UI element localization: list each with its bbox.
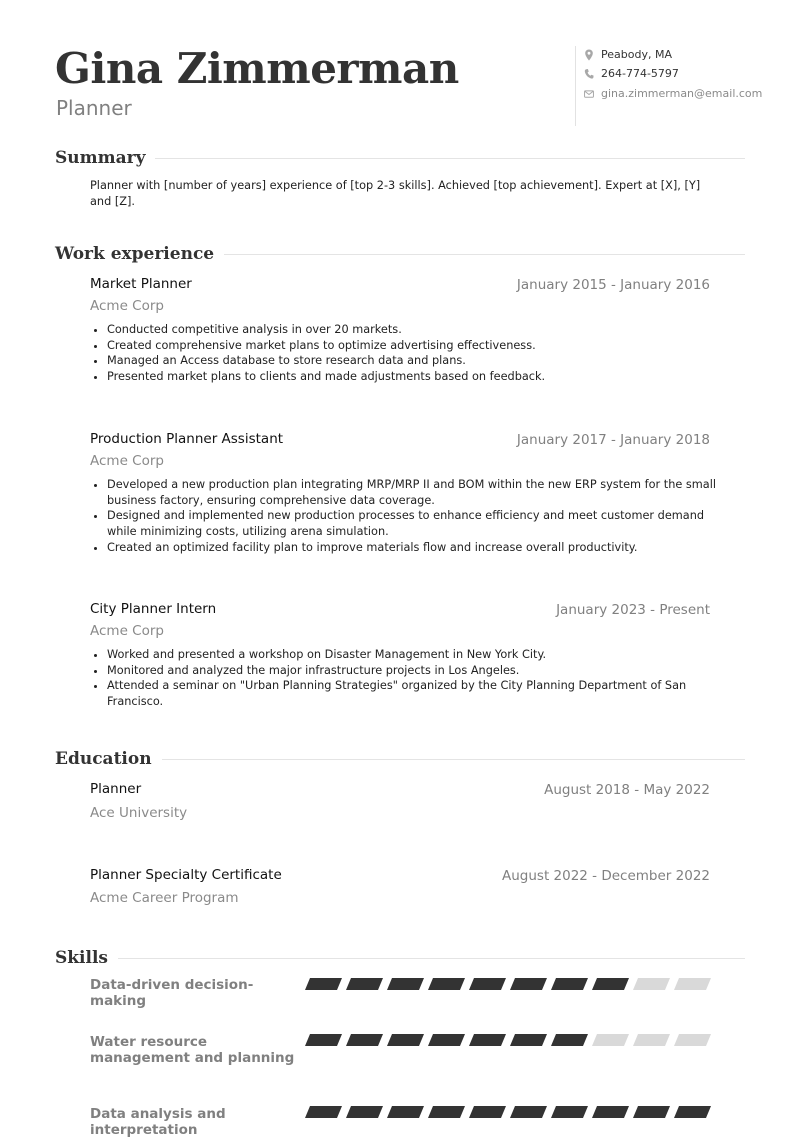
section-rule [224,254,745,255]
candidate-title: Planner [56,96,132,120]
section-heading-skills: Skills [55,948,109,968]
job-dates: January 2017 - January 2018 [516,432,710,448]
job-company: Acme Corp [90,453,164,469]
contact-location [584,47,672,63]
section-work-experience [55,243,745,265]
skill-segment-filled [387,1034,424,1046]
skill-level-bar [305,978,715,990]
job-bullet: • Created an optimized facility plan to improve materials flow and increase overall productivity. [107,540,727,556]
skill-segment-filled [633,1106,670,1118]
job-bullet: • Created comprehensive market plans to optimize advertising effectiveness. [107,338,727,354]
job-bullet: • Conducted competitive analysis in over 20 markets. [107,322,727,338]
location-text: Peabody, MA [601,48,672,61]
skill-name: Water resource management and planning [90,1034,295,1066]
job-bullets [90,647,727,710]
section-rule [162,759,745,760]
job-company: Acme Corp [90,623,164,639]
skill-level-bar [305,1106,715,1118]
skill-segment-filled [551,978,588,990]
skill-segment-filled [469,1034,506,1046]
skill-segment-filled [510,1106,547,1118]
skill-segment-empty [674,1034,711,1046]
job-role: Production Planner Assistant [90,431,284,447]
section-heading-education: Education [55,749,152,769]
skill-segment-filled [551,1034,588,1046]
skill-segment-filled [346,1106,383,1118]
skill-segment-empty [592,1034,629,1046]
job-bullet: • Managed an Access database to store research data and plans. [107,353,727,369]
contact-phone [584,66,679,82]
job-bullet: • Developed a new production plan integrating MRP/MRP II and BOM within the new ERP system for the small business factory, ensuring comprehensive data coverage. [107,477,727,508]
phone-text: 264-774-5797 [601,67,679,80]
skill-segment-filled [428,1034,465,1046]
skill-segment-empty [633,1034,670,1046]
section-heading-summary: Summary [55,148,146,168]
contact-email[interactable] [584,86,762,102]
job-company: Acme Corp [90,298,164,314]
summary-text: Planner with [number of years] experience of [top 2-3 skills]. Achieved [top achievement]. Expert at [X], [Y] and [Z]. [90,179,701,208]
location-pin-icon [584,49,594,61]
section-summary [55,147,745,169]
job-role: City Planner Intern [90,601,217,617]
skill-segment-filled [469,978,506,990]
skill-segment-filled [305,1106,342,1118]
job-bullet: • Presented market plans to clients and made adjustments based on feedback. [107,369,727,385]
skill-segment-filled [592,1106,629,1118]
skill-segment-empty [633,978,670,990]
skill-segment-filled [305,978,342,990]
skill-segment-filled [387,978,424,990]
section-rule [118,958,745,959]
email-link[interactable]: gina.zimmerman@email.com [601,87,763,100]
skill-segment-filled [551,1106,588,1118]
skill-segment-filled [346,1034,383,1046]
phone-icon [584,68,594,80]
education-school: Ace University [90,805,188,821]
skill-segment-filled [469,1106,506,1118]
skill-level-bar [305,1034,715,1046]
skill-name: Data-driven decision-making [90,977,254,1009]
job-dates: January 2015 - January 2016 [516,277,710,293]
skill-name: Data analysis and interpretation [90,1106,226,1138]
job-bullet: • Monitored and analyzed the major infrastructure projects in Los Angeles. [107,663,727,679]
education-school: Acme Career Program [90,890,239,906]
education-dates: August 2018 - May 2022 [544,782,710,798]
job-bullet: • Attended a seminar on "Urban Planning Strategies" organized by the City Planning Department of San Francisco. [107,678,727,709]
skill-segment-filled [674,1106,711,1118]
job-bullets [90,477,727,556]
job-bullet: • Designed and implemented new production processes to enhance efficiency and meet customer demand while minimizing costs, utilizing arena simulation. [107,508,727,539]
job-bullet: • Worked and presented a workshop on Disaster Management in New York City. [107,647,727,663]
skill-segment-filled [510,1034,547,1046]
skill-segment-filled [387,1106,424,1118]
contact-divider [575,46,576,126]
education-dates: August 2022 - December 2022 [502,868,710,884]
section-rule [155,158,745,159]
job-bullets [90,322,727,385]
job-dates: January 2023 - Present [556,602,710,618]
candidate-name: Gina Zimmerman [55,44,459,93]
job-role: Market Planner [90,276,192,292]
envelope-icon [584,88,594,100]
skill-segment-filled [592,978,629,990]
section-heading-work: Work experience [55,244,215,264]
skill-segment-filled [510,978,547,990]
section-education [55,748,745,770]
skill-segment-filled [428,978,465,990]
section-skills [55,947,745,969]
skill-segment-filled [305,1034,342,1046]
skill-segment-filled [428,1106,465,1118]
education-degree: Planner Specialty Certificate [90,867,282,883]
skill-segment-empty [674,978,711,990]
education-degree: Planner [90,781,142,797]
skill-segment-filled [346,978,383,990]
